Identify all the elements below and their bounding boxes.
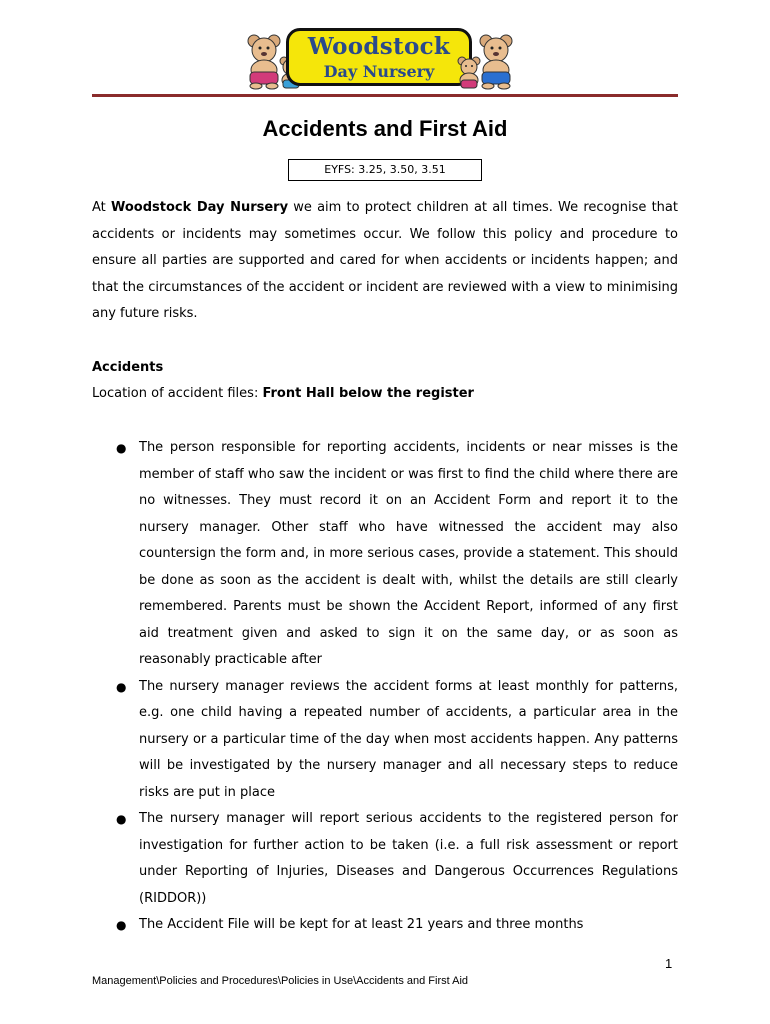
intro-prefix: At bbox=[92, 200, 111, 215]
page-title: Accidents and First Aid bbox=[262, 116, 508, 141]
bullet-icon: ● bbox=[116, 679, 127, 694]
location-label: Location of accident files: bbox=[92, 386, 263, 401]
page-number: 1 bbox=[665, 956, 673, 971]
footer-file-path: Management\Policies and Procedures\Policies in Use\Accidents and First Aid bbox=[92, 975, 469, 987]
bullet-icon: ● bbox=[116, 812, 127, 826]
list-item bbox=[92, 806, 678, 912]
accident-procedure-list bbox=[92, 435, 678, 939]
nursery-logo bbox=[240, 26, 518, 92]
teddy-bear-right-icon bbox=[472, 32, 522, 90]
logo-name: Woodstock bbox=[307, 33, 451, 60]
list-item-text: The Accident File will be kept for at least 21 years and three months bbox=[139, 917, 584, 932]
intro-body: we aim to protect children at all times. We recognise that accidents or incidents may sometimes occur. We follow this policy and procedure to ensure all parties are supported and cared for when accidents or incidents happen; and that the circumstances of the accident or incident are reviewed with a view to minimising any future risks. bbox=[92, 200, 678, 321]
list-item-text: The nursery manager reviews the accident forms at least monthly for patterns, e.g. one child having a repeated number of accidents, a particular area in the nursery or a particular time of the day when most accidents happen. Any patterns will be investigated by the nursery manager and all necessary steps to reduce risks are put in place bbox=[139, 678, 678, 800]
intro-paragraph bbox=[92, 195, 678, 328]
accidents-heading: Accidents bbox=[92, 360, 164, 375]
location-value: Front Hall below the register bbox=[262, 386, 474, 401]
bullet-icon: ● bbox=[116, 918, 127, 932]
list-item bbox=[92, 674, 678, 807]
list-item bbox=[92, 912, 678, 939]
list-item-text: The nursery manager will report serious accidents to the registered person for investigation for further action to be taken (i.e. a full risk assessment or report under Reporting of Injuries, Diseases and Dangerous Occurrences Regulations (RIDDOR)) bbox=[139, 811, 678, 906]
organisation-name: Woodstock Day Nursery bbox=[110, 200, 289, 215]
logo-subtitle: Day Nursery bbox=[323, 62, 435, 81]
accident-files-location bbox=[92, 381, 474, 407]
list-item bbox=[92, 435, 678, 674]
header-divider bbox=[92, 94, 678, 97]
list-item-text: The person responsible for reporting accidents, incidents or near misses is the member of staff who saw the incident or was first to find the child where there are no witnesses. They must record it on an Accident Form and report it to the nursery manager. Other staff who have witnessed the accident may also countersign the form and, in more serious cases, provide a statement. This should be done as soon as the accident is dealt with, whilst the details are still clearly remembered. Parents must be shown the Accident Report, informed of any first aid treatment given and asked to sign it on the same day, or as soon as reasonably practicable after bbox=[139, 440, 678, 667]
eyfs-reference-box: EYFS: 3.25, 3.50, 3.51 bbox=[288, 159, 482, 181]
bullet-icon: ● bbox=[116, 441, 127, 455]
logo-badge bbox=[286, 28, 472, 86]
